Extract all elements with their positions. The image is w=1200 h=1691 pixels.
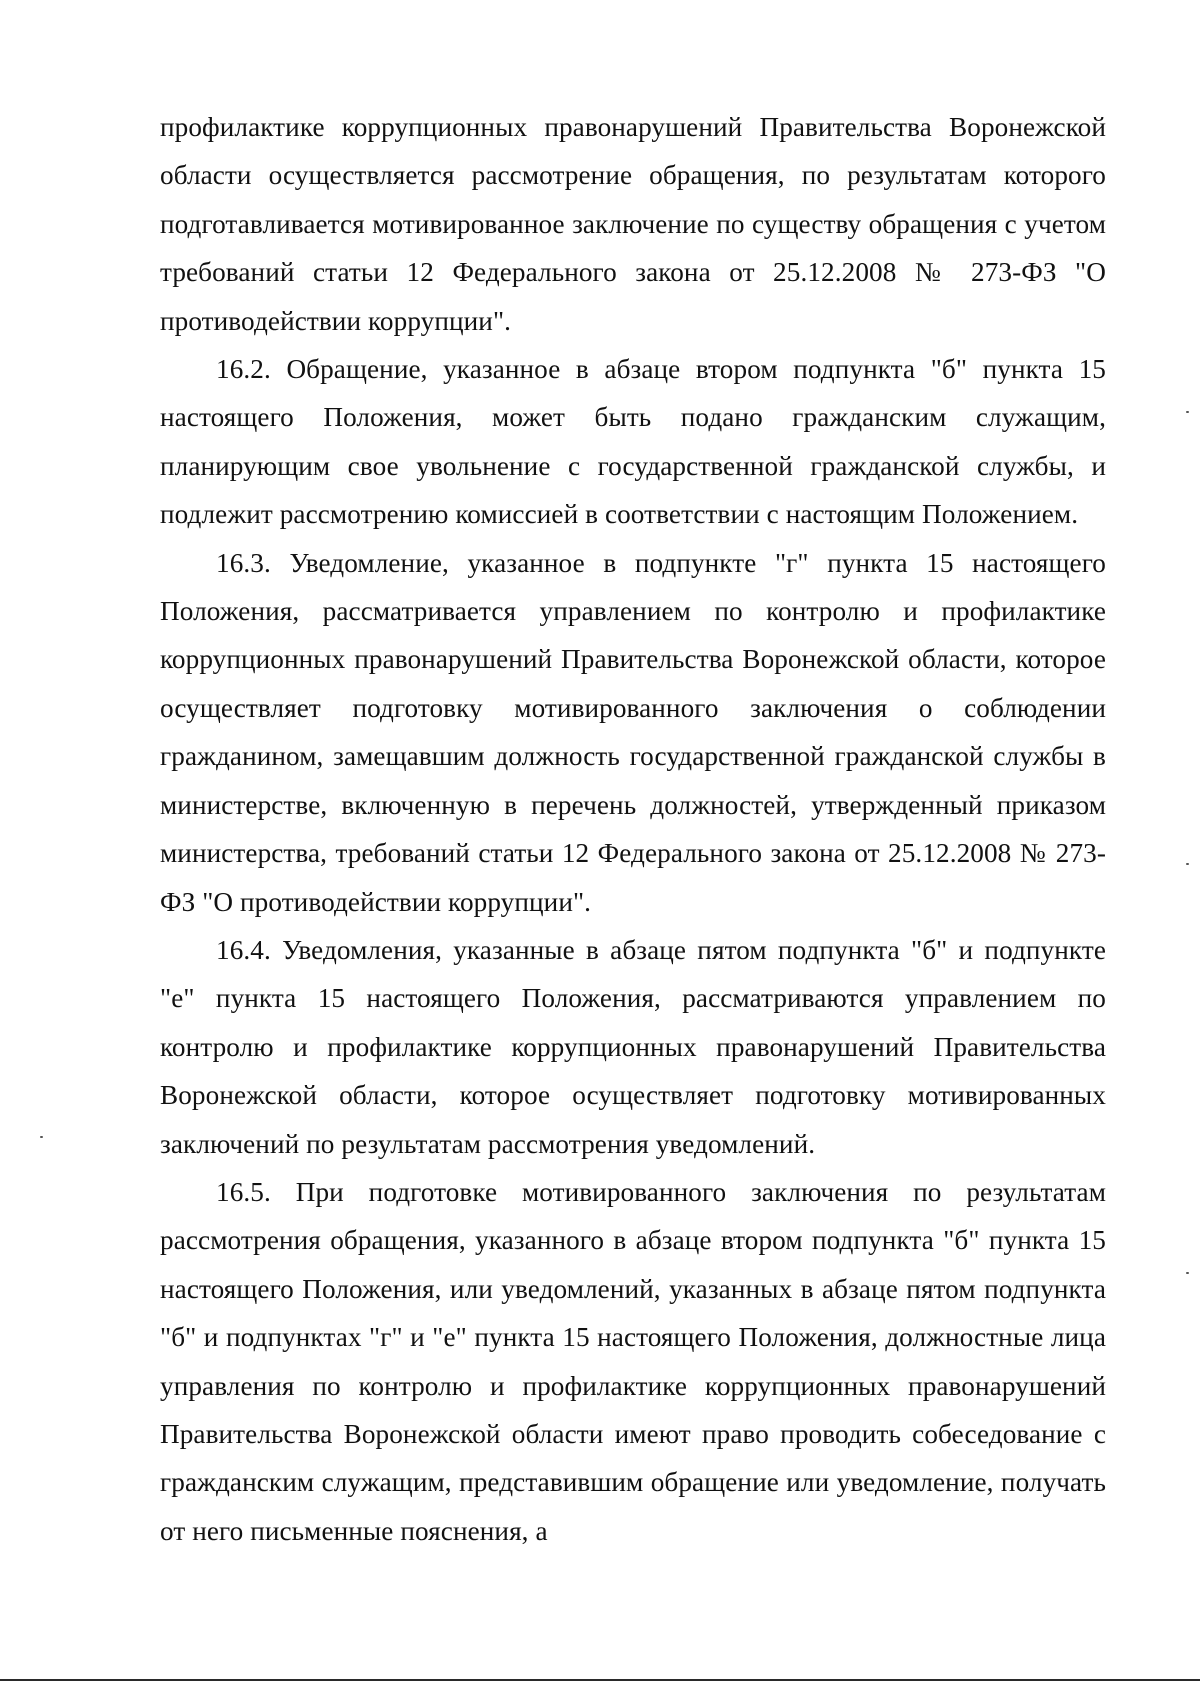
scan-edge-line	[0, 1679, 1200, 1681]
document-body	[160, 103, 1106, 1555]
paragraph-16-3: 16.3. Уведомление, указанное в подпункте "г" пункта 15 настоящего Положения, рассматривается управлением по контролю и профилактике коррупционных правонарушений Правительства Воронежской области, которое осуществляет подготовку мотивированного заключения о соблюдении гражданином, замещавшим должность государственной гражданской службы в министерстве, включенную в перечень должностей, утвержденный приказом министерства, требований статьи 12 Федерального закона от 25.12.2008 № 273-ФЗ "О противодействии коррупции".	[160, 547, 1106, 917]
scan-speck	[40, 1136, 43, 1138]
paragraph-continuation: профилактике коррупционных правонарушений Правительства Воронежской области осуществляется рассмотрение обращения, по результатам которого подготавливается мотивированное заключение по существу обращения с учетом требований статьи 12 Федерального закона от 25.12.2008 № 273-ФЗ "О противодействии коррупции".	[160, 112, 1106, 336]
paragraph-16-5: 16.5. При подготовке мотивированного заключения по результатам рассмотрения обращения, указанного в абзаце втором подпункта "б" пункта 15 настоящего Положения, или уведомлений, указанных в абзаце пятом подпункта "б" и подпунктах "г" и "е" пункта 15 настоящего Положения, должностные лица управления по контролю и профилактике коррупционных правонарушений Правительства Воронежской области имеют право проводить собеседование с гражданским служащим, представившим обращение или уведомление, получать от него письменные пояснения, а	[160, 1176, 1106, 1546]
scan-speck	[1186, 411, 1189, 413]
paragraph-16-4: 16.4. Уведомления, указанные в абзаце пятом подпункта "б" и подпункте "е" пункта 15 настоящего Положения, рассматриваются управлением по контролю и профилактике коррупционных правонарушений Правительства Воронежской области, которое осуществляет подготовку мотивированных заключений по результатам рассмотрения уведомлений.	[160, 934, 1106, 1159]
paragraph-16-2: 16.2. Обращение, указанное в абзаце втором подпункта "б" пункта 15 настоящего Положения, может быть подано гражданским служащим, планирующим свое увольнение с государственной гражданской службы, и подлежит рассмотрению комиссией в соответствии с настоящим Положением.	[160, 354, 1106, 530]
scan-speck	[1186, 863, 1189, 865]
scan-speck	[1186, 1272, 1189, 1274]
